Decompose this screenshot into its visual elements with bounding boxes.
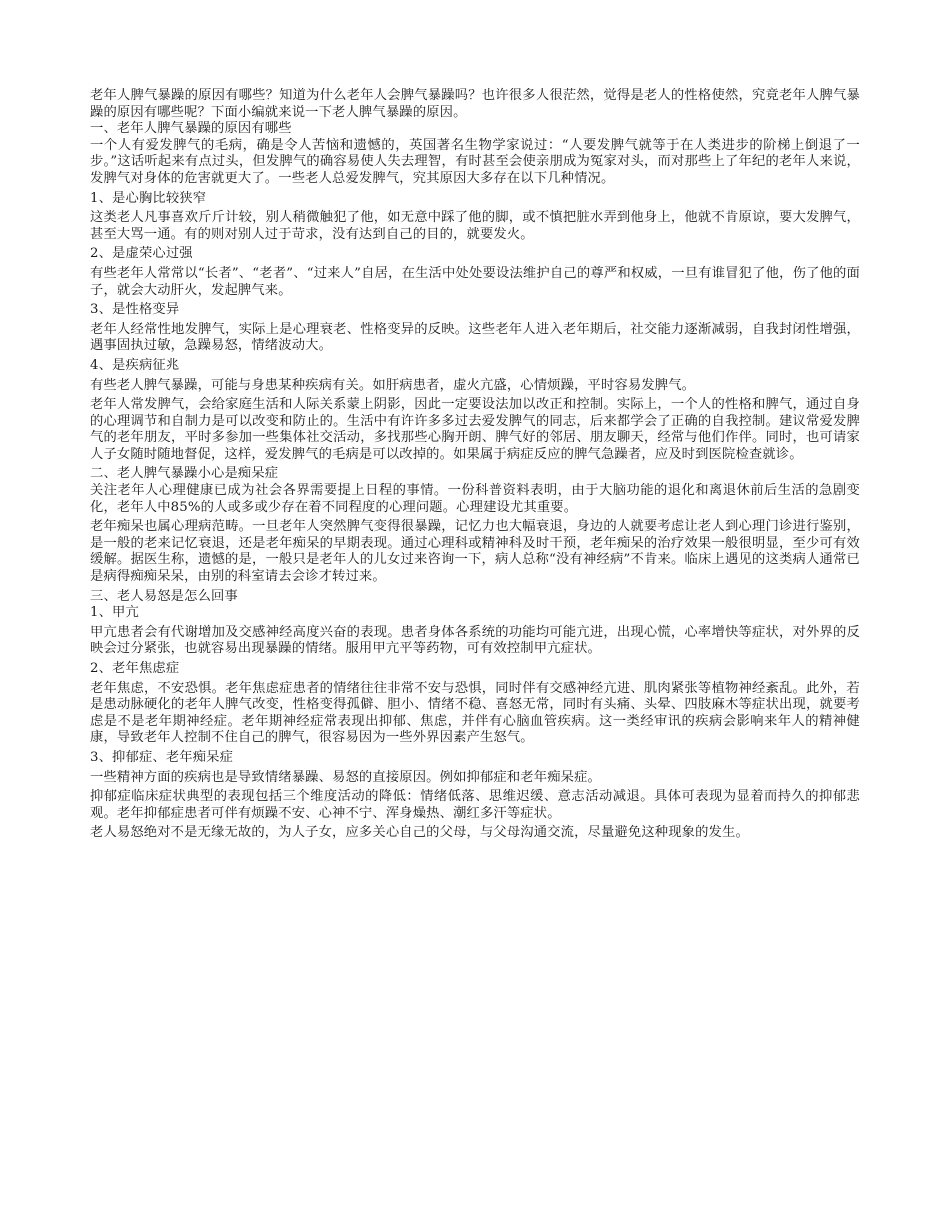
paragraph: 抑郁症临床症状典型的表现包括三个维度活动的降低：情绪低落、思维迟缓、意志活动减退。具体可表现为显着而持久的抑郁悲观。老年抑郁症患者可伴有烦躁不安、心神不宁、浑身燥热、潮红多汗等症状。 [90,789,860,821]
paragraph: 有些老人脾气暴躁，可能与身患某种疾病有关。如肝病患者，虚火亢盛，心情烦躁，平时容易发脾气。 [90,377,696,393]
subheading: 1、是心胸比较狭窄 [90,190,207,206]
paragraph: 老年焦虑，不安恐惧。老年焦虑症患者的情绪往往非常不安与恐惧，同时伴有交感神经亢进、肌肉紧张等植物神经紊乱。此外，若是患动脉硬化的老年人脾气改变，性格变得孤僻、胆小、情绪不稳、喜怒无常，同时有头痛、头晕、四肢麻木等症状出现，就要考虑是不是老年期神经症。老年期神经症常表现出抑郁、焦虑，并伴有心脑血管疾病。这一类经审讯的疾病会影响来年人的精神健康，导致老年人控制不住自己的脾气，很容易因为一些外界因素产生怒气。 [90,680,860,746]
section-heading-3: 三、老人易怒是怎么回事 [90,588,238,604]
paragraph: 一个人有爱发脾气的毛病，确是令人苦恼和遗憾的，英国著名生物学家说过：“人要发脾气就等于在人类进步的阶梯上倒退了一步。”这话听起来有点过头，但发脾气的确容易使人失去理智，有时甚至会使亲朋成为冤家对头，而对那些上了年纪的老年人来说，发脾气对身体的危害就更大了。一些老人总爱发脾气，究其原因大多存在以下几种情况。 [90,137,860,186]
paragraph: 一些精神方面的疾病也是导致情绪暴躁、易怒的直接原因。例如抑郁症和老年痴呆症。 [90,769,601,785]
paragraph: 这类老人凡事喜欢斤斤计较，别人稍微触犯了他，如无意中踩了他的脚，或不慎把脏水弄到他身上，他就不肯原谅，要大发脾气，甚至大骂一通。有的则对别人过于苛求，没有达到自己的目的，就要发火。 [90,210,860,242]
subheading: 1、甲亢 [90,605,139,621]
subheading: 3、抑郁症、老年痴呆症 [90,749,234,765]
paragraph: 有些老年人常常以“长者”、“老者”、“过来人”自居，在生活中处处要设法维护自己的尊严和权威，一旦有谁冒犯了他，伤了他的面子，就会大动肝火，发起脾气来。 [90,265,860,298]
subheading: 4、是疾病征兆 [90,357,180,373]
paragraph: 老年人常发脾气，会给家庭生活和人际关系蒙上阴影，因此一定要设法加以改正和控制。实际上，一个人的性格和脾气，通过自身的心理调节和自制力是可以改变和防止的。生活中有许许多多过去爱发脾气的同志，后来都学会了正确的自我控制。建议常爱发脾气的老年朋友，平时多参加一些集体社交活动，多找那些心胸开朗、脾气好的邻居、朋友聊天，经常与他们作伴。同时，也可请家人子女随时随地督促，这样，爱发脾气的毛病是可以改掉的。如果属于病症反应的脾气急躁者，应及时到医院检查就诊。 [90,397,860,462]
article-body [90,88,860,842]
paragraph: 老年痴呆也属心理病范畴。一旦老年人突然脾气变得很暴躁，记忆力也大幅衰退，身边的人就要考虑让老人到心理门诊进行鉴别，是一般的老来记忆衰退，还是老年痴呆的早期表现。通过心理科或精神科及时干预，老年痴呆的治疗效果一般很明显，至少可有效缓解。据医生称，遗憾的是，一般只是老年人的儿女过来咨询一下，病人总称“没有神经病”不肯来。临床上遇见的这类病人通常已是病得痴痴呆呆，由别的科室请去会诊才转过来。 [90,519,860,585]
closing-paragraph: 老人易怒绝对不是无缘无故的，为人子女，应多关心自己的父母，与父母沟通交流，尽量避免这种现象的发生。 [90,825,749,841]
section-heading-2: 二、老人脾气暴躁小心是痴呆症 [90,466,279,482]
intro-paragraph: 老年人脾气暴躁的原因有哪些？知道为什么老年人会脾气暴躁吗？也许很多人很茫然，觉得是老人的性格使然，究竟老年人脾气暴躁的原因有哪些呢？下面小编就来说一下老人脾气暴躁的原因。 [90,88,860,120]
paragraph: 甲亢患者会有代谢增加及交感神经高度兴奋的表现。患者身体各系统的功能均可能亢进，出现心慌，心率增快等症状，对外界的反映会过分紧张，也就容易出现暴躁的情绪。服用甲亢平等药物，可有效控制甲亢症状。 [90,624,860,657]
paragraph: 关注老年人心理健康已成为社会各界需要提上日程的事情。一份科普资料表明，由于大脑功能的退化和离退休前后生活的急剧变化，老年人中85%的人或多或少存在着不同程度的心理问题。心理建设尤其重要。 [90,483,860,515]
subheading: 2、老年焦虑症 [90,661,180,676]
section-heading-1: 一、老年人脾气暴躁的原因有哪些 [90,121,292,137]
subheading: 3、是性格变异 [90,302,180,318]
paragraph: 老年人经常性地发脾气，实际上是心理衰老、性格变异的反映。这些老年人进入老年期后，社交能力逐渐减弱，自我封闭性增强，遇事固执过敏，急躁易怒，情绪波动大。 [90,321,860,354]
subheading: 2、是虚荣心过强 [90,246,193,262]
